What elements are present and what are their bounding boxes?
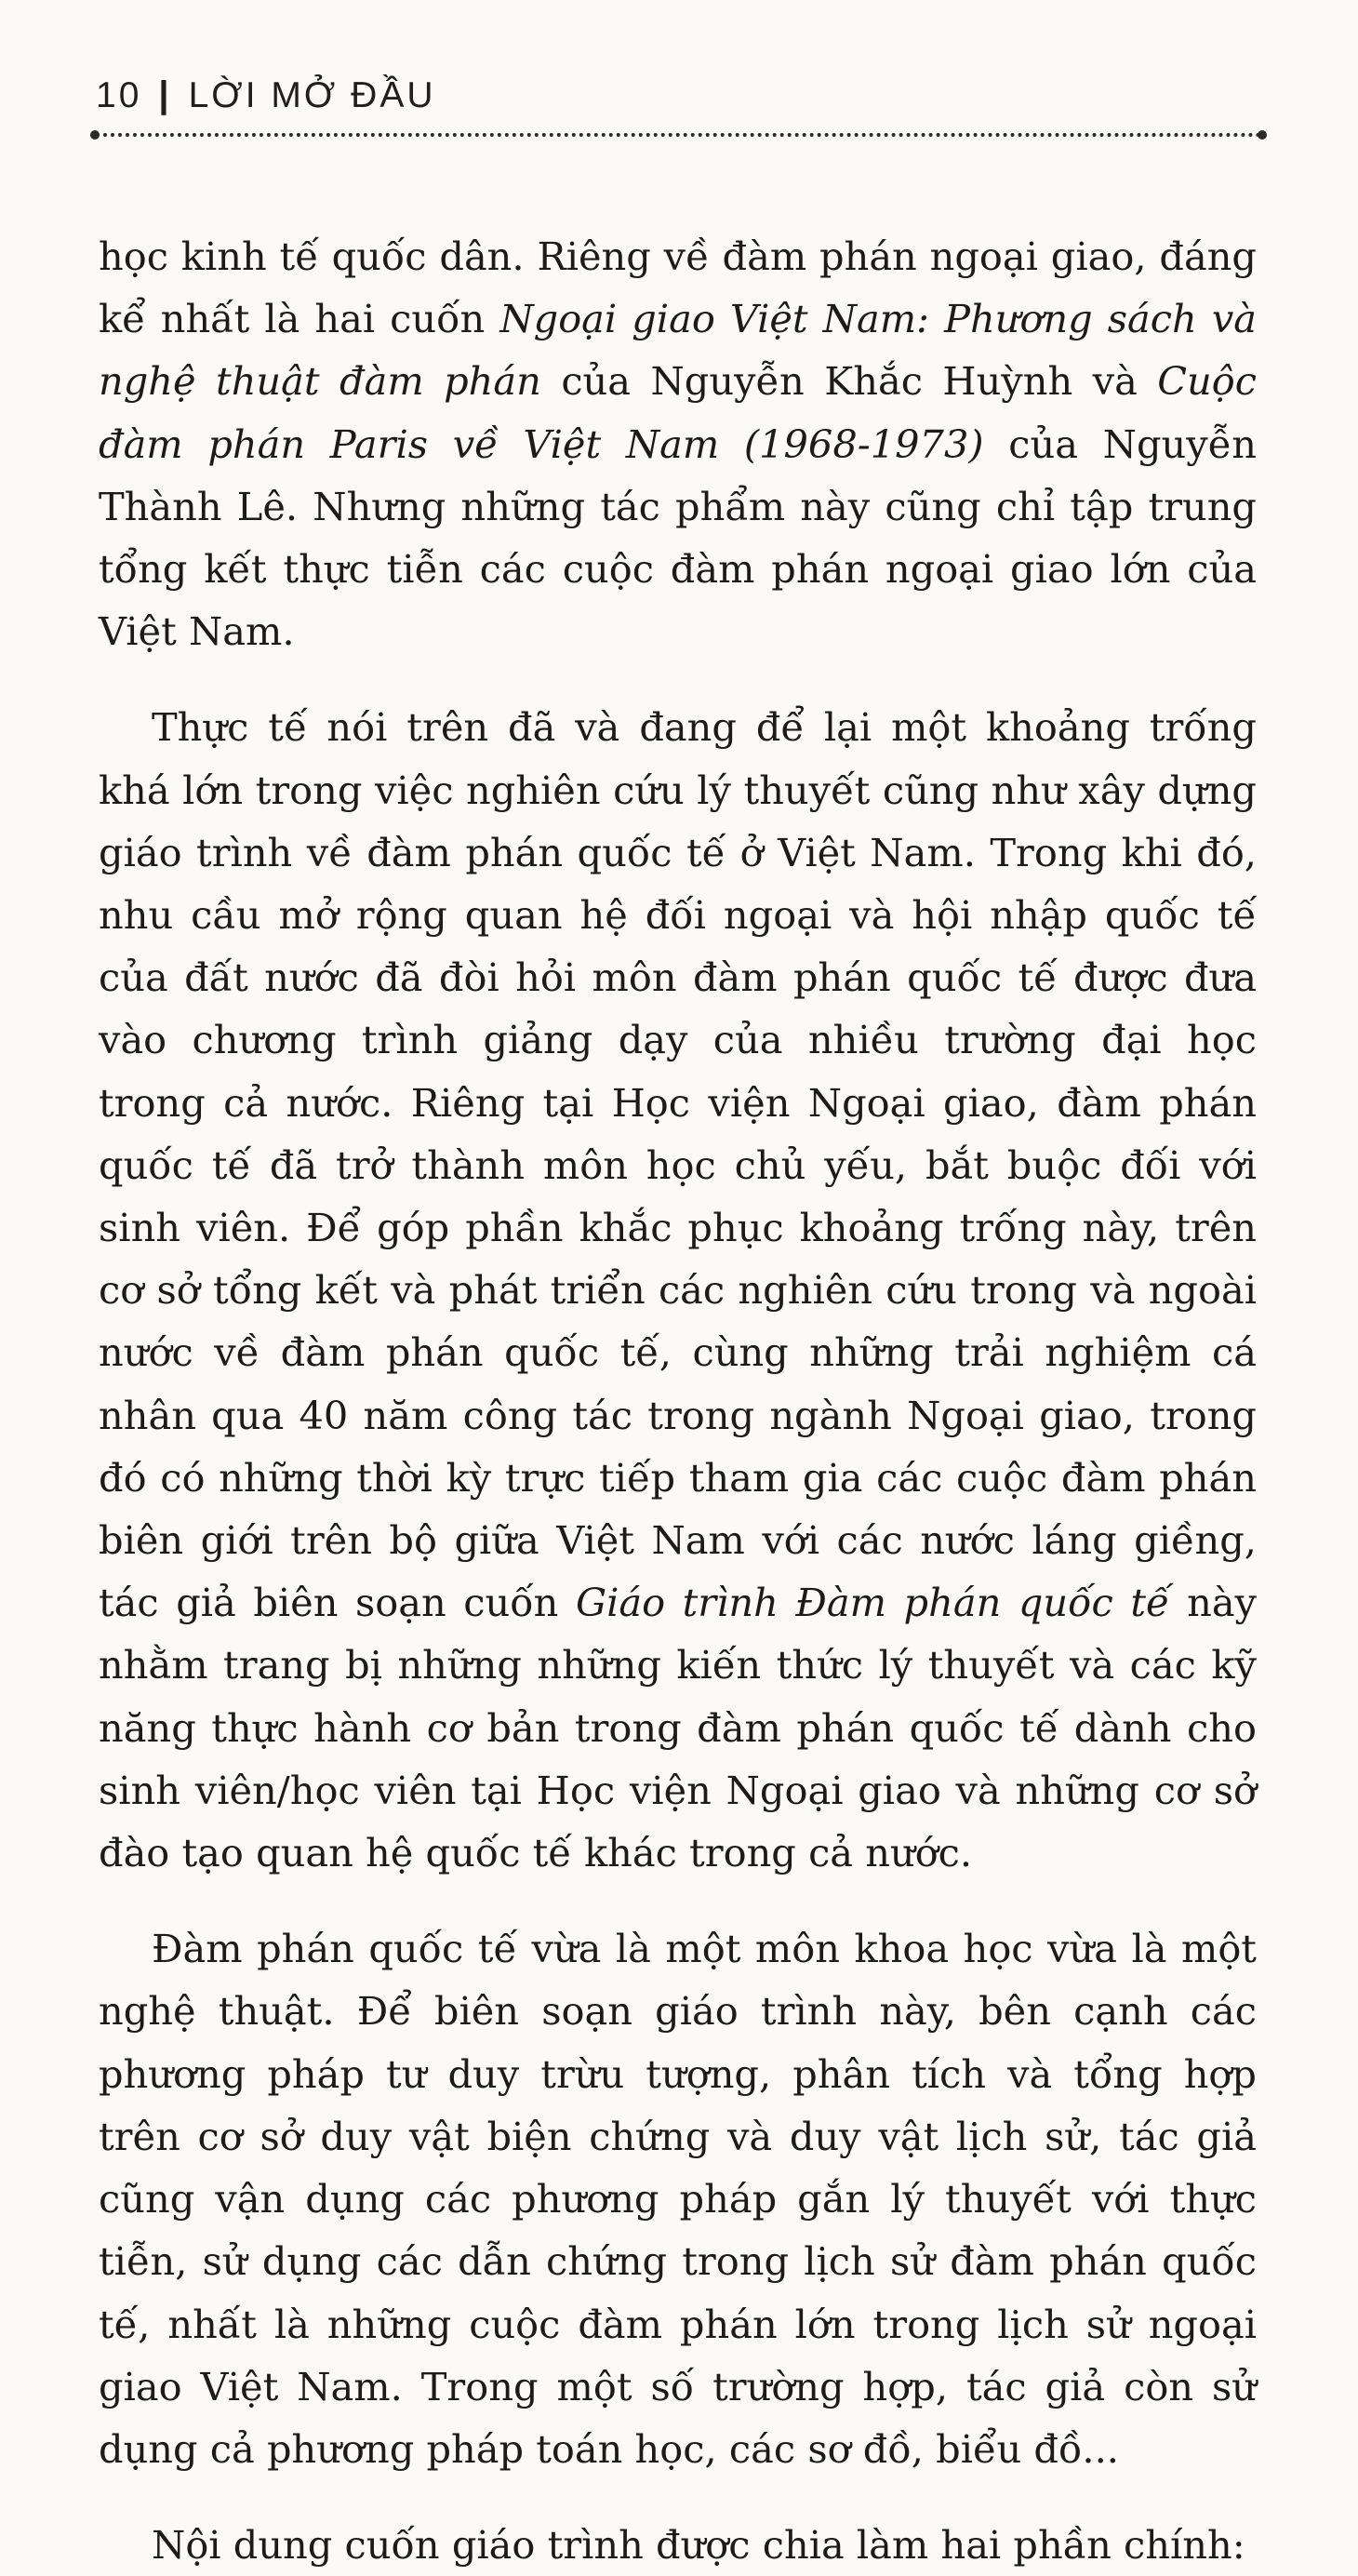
text-segment: Thực tế nói trên đã và đang để lại một khoảng trống khá lớn trong việc nghiên cứu lý thuyết cũng như xây dựng giáo trình về đàm phán quốc tế ở Việt Nam. Trong khi đó, nhu cầu mở rộng quan hệ đối ngoại và hội nhập quốc tế của đất nước đã đòi hỏi môn đàm phán quốc tế được đưa vào chương trình giảng dạy của nhiều trường đại học trong cả nước. Riêng tại Học viện Ngoại giao, đàm phán quốc tế đã trở thành môn học chủ yếu, bắt buộc đối với sinh viên. Để góp phần khắc phục khoảng trống này, trên cơ sở tổng kết và phát triển các nghiên cứu trong và ngoài nước về đàm phán quốc tế, cùng những trải nghiệm cá nhân qua 40 năm công tác trong ngành Ngoại giao, trong đó có những thời kỳ trực tiếp tham gia các cuộc đàm phán biên giới trên bộ giữa Việt Nam với các nước láng giềng, tác giả biên soạn cuốn xyxy=(99,704,1257,1626)
chapter-title: LỜI MỞ ĐẦU xyxy=(188,74,436,115)
paragraph-2 xyxy=(99,696,1257,1884)
text-segment: của Nguyễn Thành Lê. Nhưng những tác phẩm này cũng chỉ tập trung tổng kết thực tiễn các cuộc đàm phán ngoại giao lớn của Việt Nam. xyxy=(99,420,1257,655)
header-separator: | xyxy=(158,74,172,115)
text-segment: Nội dung cuốn giáo trình được chia làm hai phần chính: xyxy=(152,2522,1245,2569)
paragraph-3 xyxy=(99,1917,1257,2480)
book-title-italic: Giáo trình Đàm phán quốc tế xyxy=(575,1580,1170,1626)
book-title-italic: Ngoại giao Việt Nam: Phương sách và nghệ thuật đàm phán xyxy=(99,296,1258,405)
text-segment: này nhằm trang bị những những kiến thức lý thuyết và các kỹ năng thực hành cơ bản trong đàm phán quốc tế dành cho sinh viên/học viên tại Học viện Ngoại giao và những cơ sở đào tạo quan hệ quốc tế khác trong cả nước. xyxy=(99,1580,1258,1876)
header-dotted-rule xyxy=(96,133,1261,137)
page-number: 10 xyxy=(96,74,142,115)
text-segment: của Nguyễn Khắc Huỳnh và xyxy=(540,358,1158,405)
running-header xyxy=(96,74,436,116)
text-segment: học kinh tế quốc dân. Riêng về đàm phán ngoại giao, đáng kể nhất là hai cuốn xyxy=(99,234,1257,342)
paragraph-1 xyxy=(99,225,1257,662)
book-title-italic: Cuộc đàm phán Paris về Việt Nam (1968-1973) xyxy=(99,358,1257,467)
paragraph-4 xyxy=(99,2514,1257,2576)
text-segment: Đàm phán quốc tế vừa là một môn khoa học vừa là một nghệ thuật. Để biên soạn giáo trình này, bên cạnh các phương pháp tư duy trừu tượng, phân tích và tổng hợp trên cơ sở duy vật biện chứng và duy vật lịch sử, tác giả cũng vận dụng các phương pháp gắn lý thuyết với thực tiễn, sử dụng các dẫn chứng trong lịch sử đàm phán quốc tế, nhất là những cuộc đàm phán lớn trong lịch sử ngoại giao Việt Nam. Trong một số trường hợp, tác giả còn sử dụng cả phương pháp toán học, các sơ đồ, biểu đồ... xyxy=(99,1926,1257,2472)
body-text xyxy=(99,225,1257,2576)
